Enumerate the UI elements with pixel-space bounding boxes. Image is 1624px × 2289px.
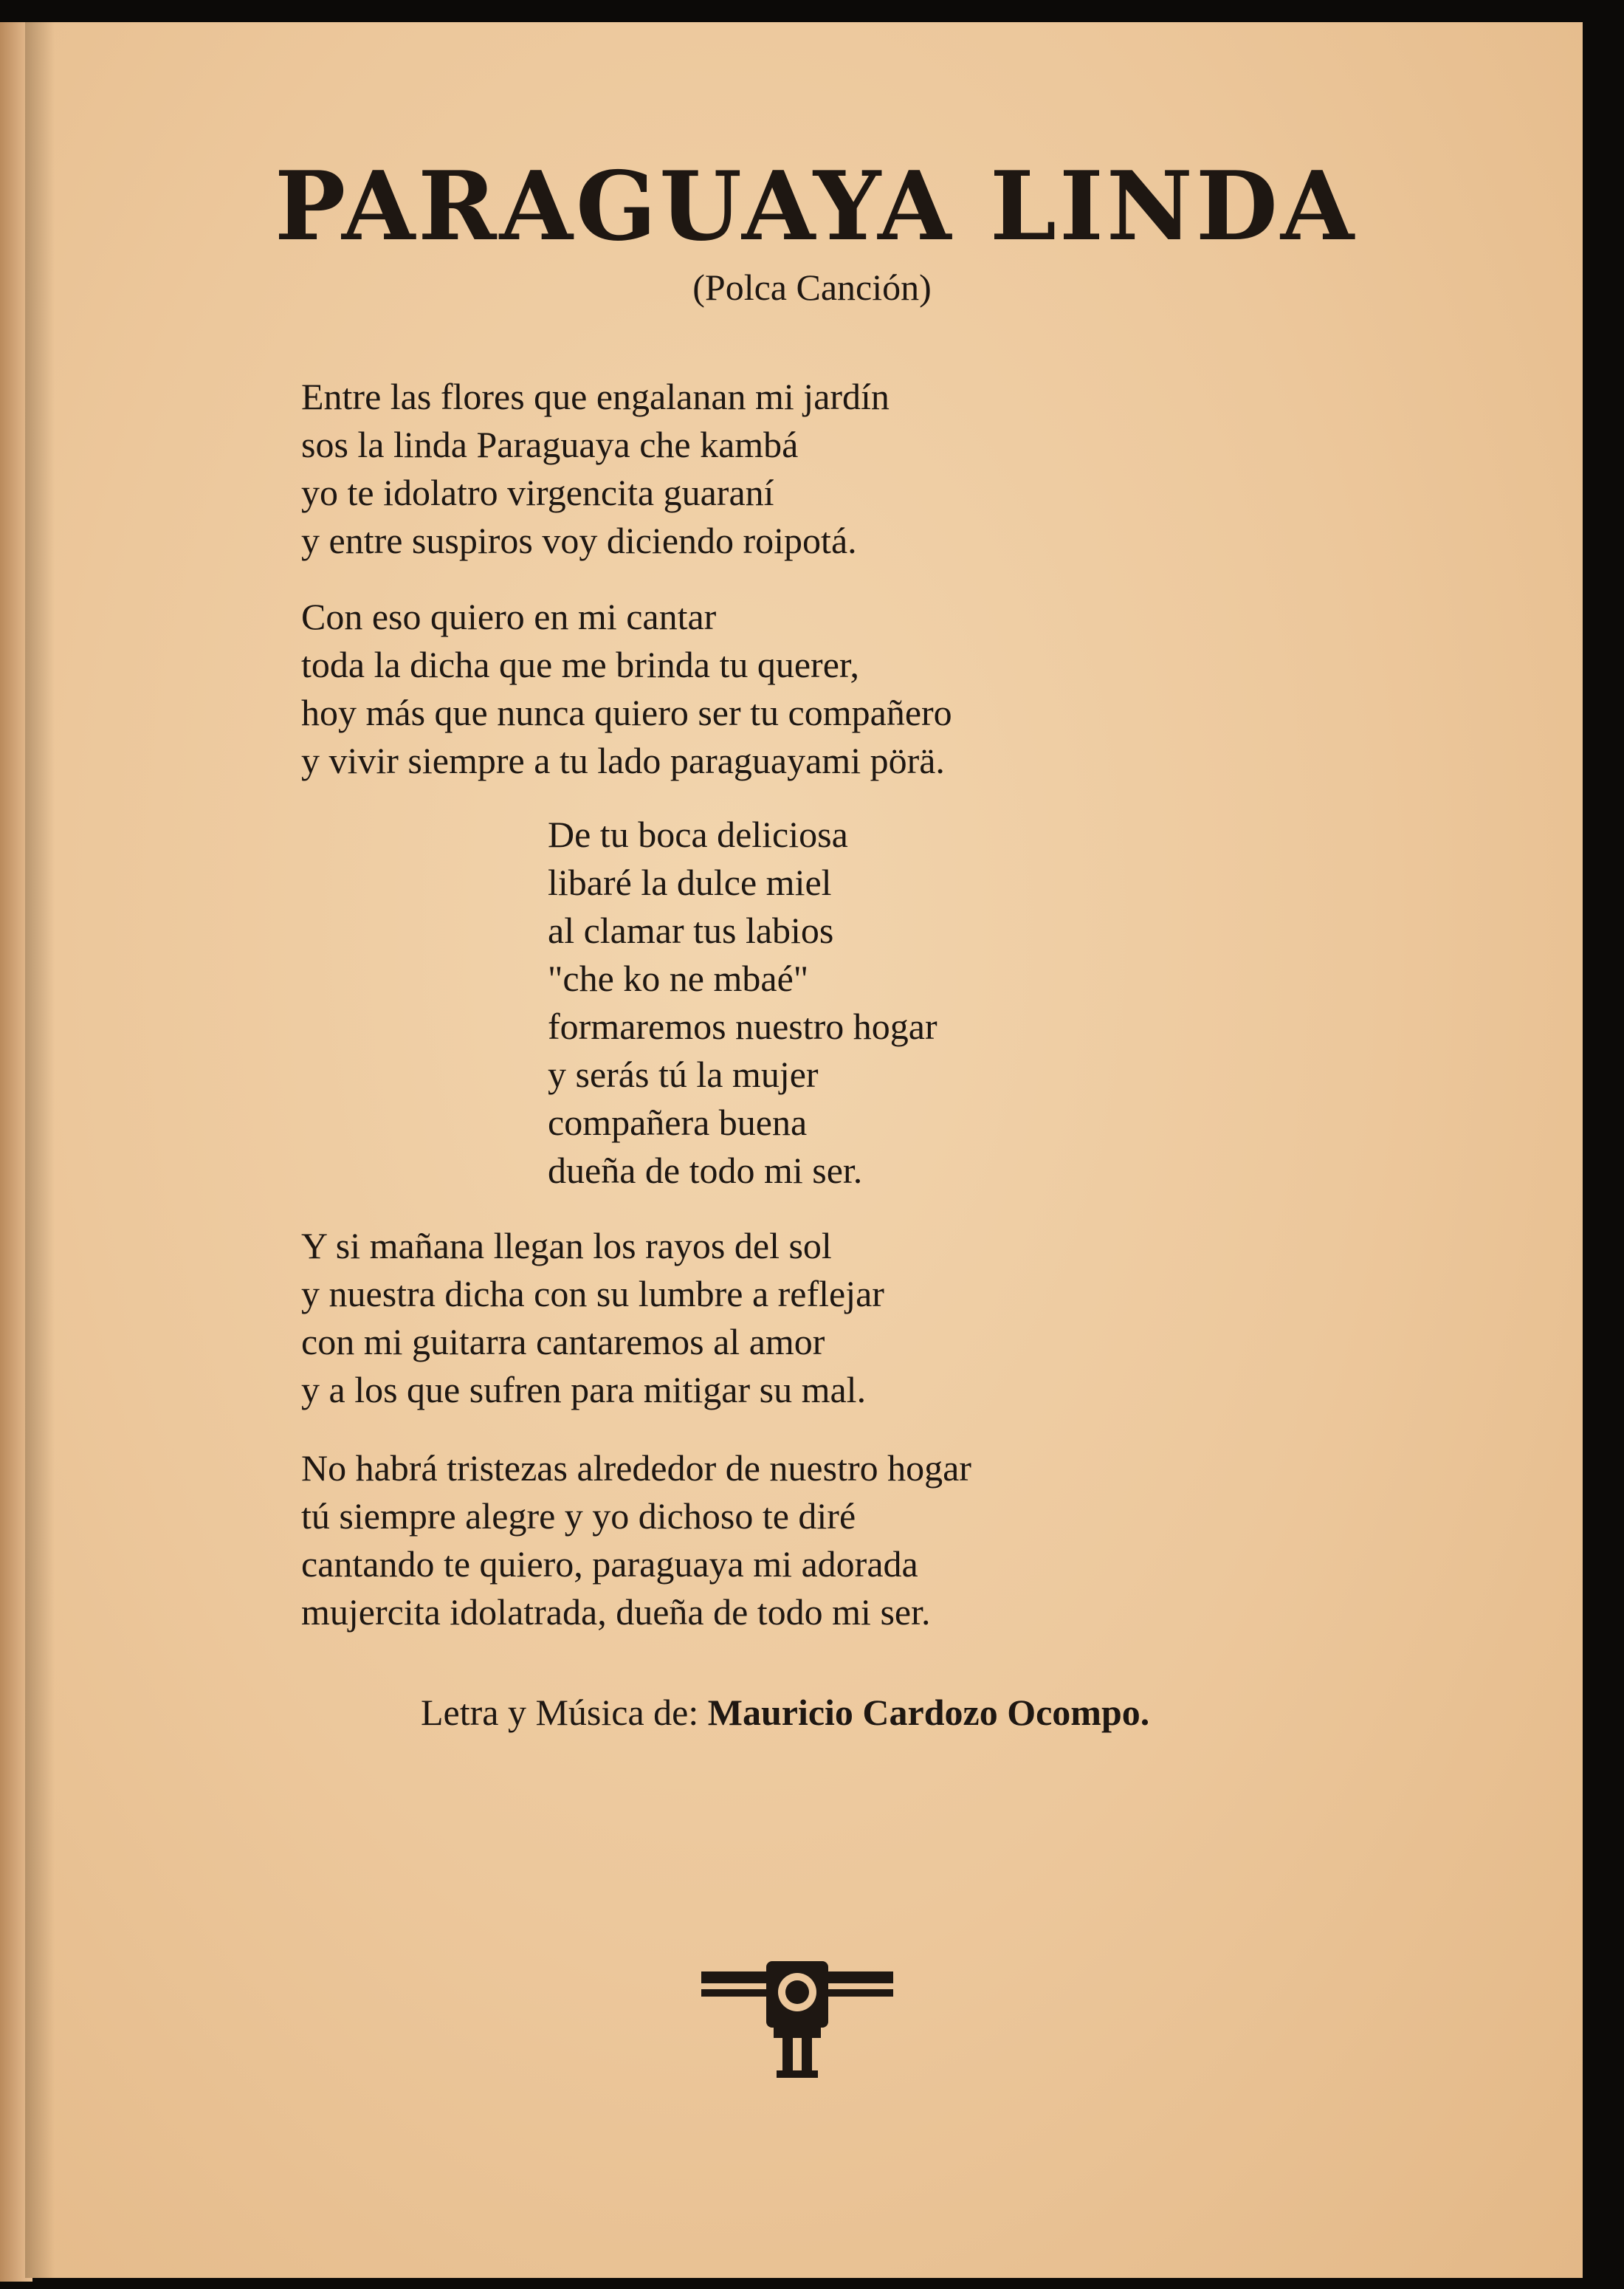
verse-line: dueña de todo mi ser. <box>548 1150 863 1191</box>
verse-line: De tu boca deliciosa <box>548 814 848 855</box>
stanza-5 <box>301 1444 971 1636</box>
song-subtitle: (Polca Canción) <box>692 267 932 308</box>
verse-line: No habrá tristezas alrededor de nuestro hogar <box>301 1447 971 1489</box>
verse-line: toda la dicha que me brinda tu querer, <box>301 644 860 685</box>
verse-line: Y si mañana llegan los rayos del sol <box>301 1225 832 1266</box>
verse-line: y a los que sufren para mitigar su mal. <box>301 1369 867 1410</box>
stanza-4 <box>301 1222 884 1414</box>
verse-line: al clamar tus labios <box>548 910 834 951</box>
page-gutter-shadow <box>25 22 55 2278</box>
printer-ornament-icon <box>694 1955 901 2084</box>
verse-line: libaré la dulce miel <box>548 862 832 903</box>
song-title: PARAGUAYA LINDA <box>275 151 1358 262</box>
verse-line: Entre las flores que engalanan mi jardín <box>301 376 890 417</box>
verse-line: tú siempre alegre y yo dichoso te diré <box>301 1495 856 1537</box>
verse-line: y vivir siempre a tu lado paraguayami pörä. <box>301 740 945 781</box>
verse-line: formaremos nuestro hogar <box>548 1006 937 1047</box>
verse-line: mujercita idolatrada, dueña de todo mi ser. <box>301 1591 931 1633</box>
verse-line: con mi guitarra cantaremos al amor <box>301 1321 825 1362</box>
verse-line: hoy más que nunca quiero ser tu compañero <box>301 692 952 733</box>
verse-line: compañera buena <box>548 1102 808 1143</box>
stanza-3-chorus <box>548 811 937 1195</box>
verse-line: "che ko ne mbaé" <box>548 958 809 999</box>
stanza-1 <box>301 373 890 565</box>
verse-line: cantando te quiero, paraguaya mi adorada <box>301 1543 918 1585</box>
credit-author: Mauricio Cardozo Ocompo. <box>707 1692 1150 1733</box>
credit-line <box>421 1691 1149 1734</box>
verse-line: yo te idolatro virgencita guaraní <box>301 472 774 513</box>
stanza-2 <box>301 593 952 785</box>
verse-line: sos la linda Paraguaya che kambá <box>301 424 799 465</box>
verse-line: Con eso quiero en mi cantar <box>301 596 717 637</box>
verse-line: y nuestra dicha con su lumbre a reflejar <box>301 1273 884 1314</box>
credit-prefix: Letra y Música de: <box>421 1692 699 1733</box>
verse-line: y serás tú la mujer <box>548 1054 819 1095</box>
verse-line: y entre suspiros voy diciendo roipotá. <box>301 520 857 561</box>
